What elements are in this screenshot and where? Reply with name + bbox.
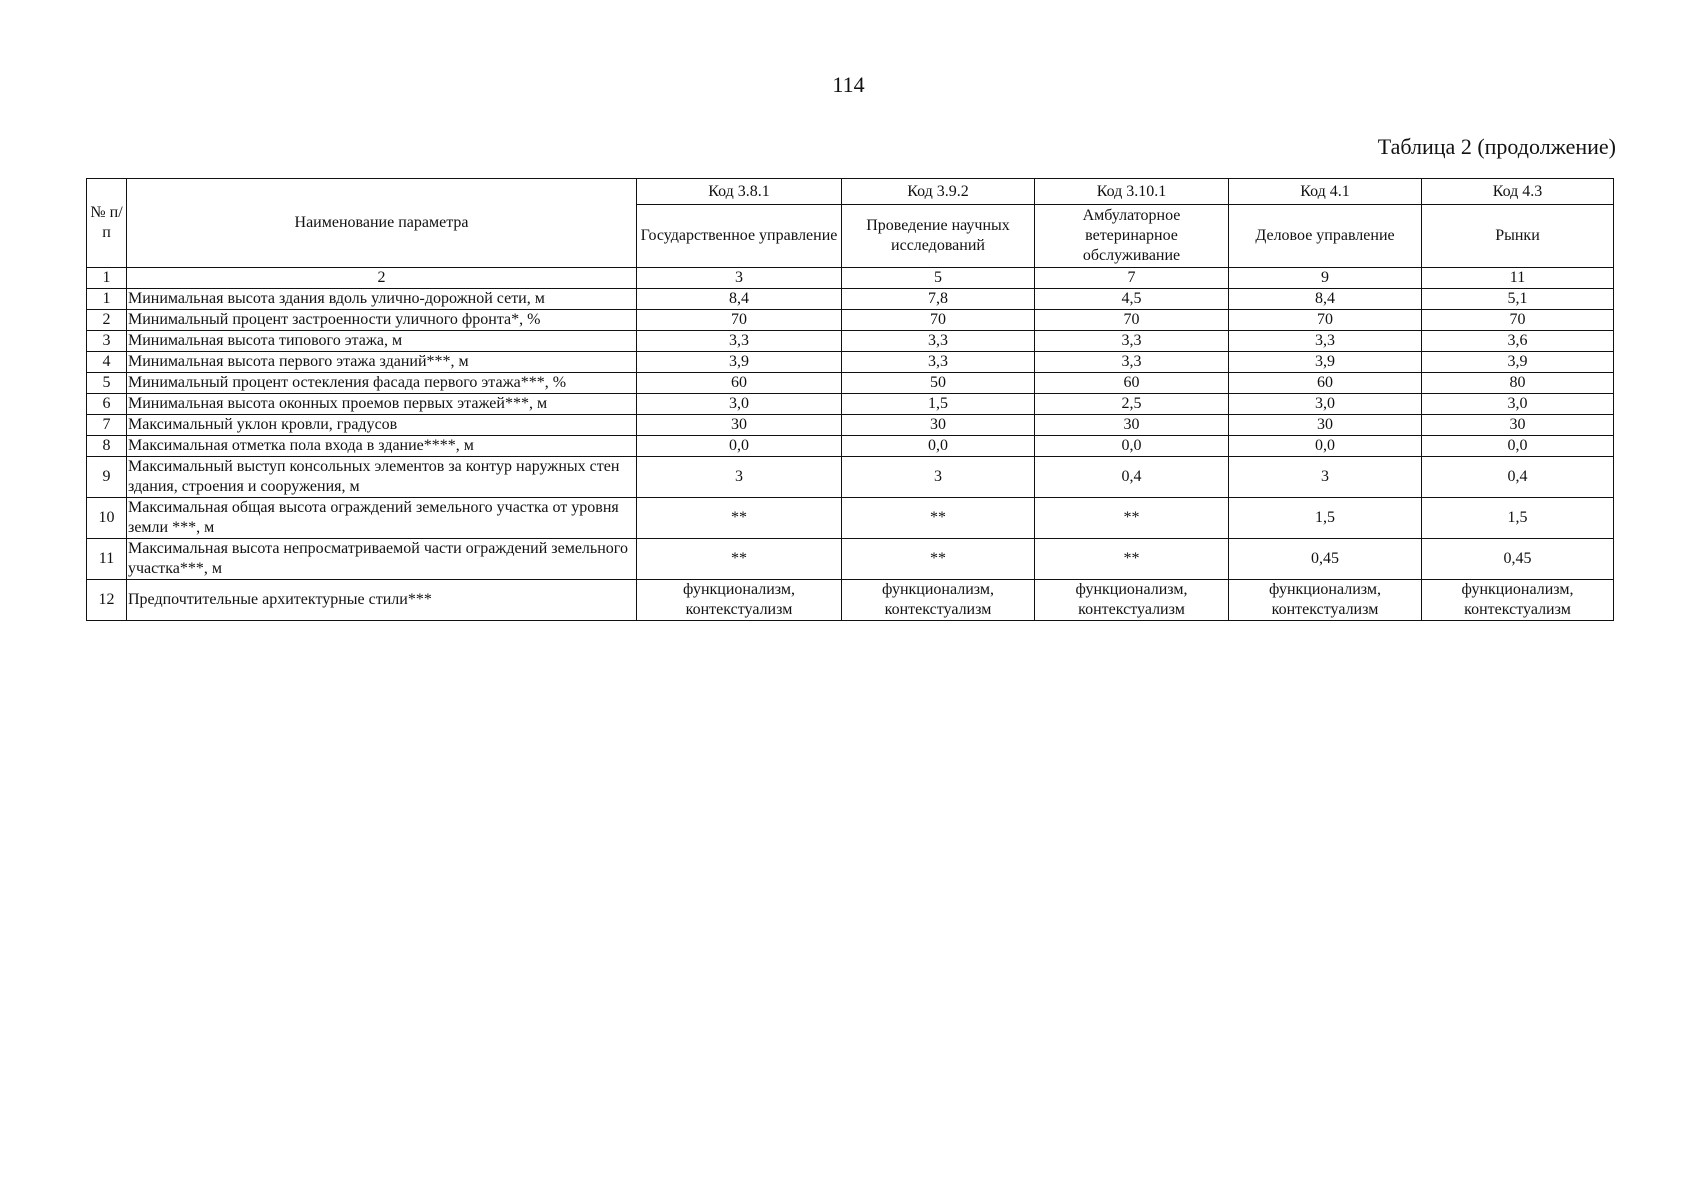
value-cell: 3 — [637, 457, 842, 498]
column-number-cell: 1 — [87, 268, 127, 289]
value-cell: 3,3 — [842, 352, 1035, 373]
value-cell: ** — [842, 498, 1035, 539]
value-cell: 3,3 — [1035, 352, 1229, 373]
header-title-cell: Рынки — [1422, 205, 1614, 268]
header-title-cell: Проведение научных исследований — [842, 205, 1035, 268]
value-cell: 50 — [842, 373, 1035, 394]
value-cell: 30 — [842, 415, 1035, 436]
value-cell: 8,4 — [1229, 289, 1422, 310]
row-number-cell: 6 — [87, 394, 127, 415]
row-number-cell: 7 — [87, 415, 127, 436]
value-cell: 3,0 — [1422, 394, 1614, 415]
value-cell: 0,4 — [1422, 457, 1614, 498]
value-cell: 30 — [1035, 415, 1229, 436]
page-number: 114 — [832, 72, 865, 97]
table-row — [87, 539, 1614, 580]
parameters-table — [86, 178, 1614, 621]
value-cell: 0,0 — [637, 436, 842, 457]
header-code-cell: Код 4.1 — [1229, 179, 1422, 205]
header-name-cell: Наименование параметра — [127, 179, 637, 268]
value-cell: 0,0 — [1035, 436, 1229, 457]
table-row — [87, 436, 1614, 457]
row-number-cell: 2 — [87, 310, 127, 331]
header-code-cell: Код 3.8.1 — [637, 179, 842, 205]
header-number-cell: № п/п — [87, 179, 127, 268]
value-cell: функционализм, контекстуализм — [1035, 580, 1229, 621]
header-title-cell: Государственное управление — [637, 205, 842, 268]
parameter-name-cell: Минимальный процент остекления фасада первого этажа***, % — [127, 373, 637, 394]
value-cell: 1,5 — [1422, 498, 1614, 539]
row-number-cell: 10 — [87, 498, 127, 539]
value-cell: функционализм, контекстуализм — [637, 580, 842, 621]
value-cell: 2,5 — [1035, 394, 1229, 415]
value-cell: 30 — [637, 415, 842, 436]
value-cell: 60 — [1035, 373, 1229, 394]
value-cell: 3,6 — [1422, 331, 1614, 352]
column-number-row — [87, 268, 1614, 289]
column-number-cell: 5 — [842, 268, 1035, 289]
value-cell: 4,5 — [1035, 289, 1229, 310]
row-number-cell: 1 — [87, 289, 127, 310]
table-row — [87, 289, 1614, 310]
value-cell: 3,9 — [1422, 352, 1614, 373]
value-cell: 7,8 — [842, 289, 1035, 310]
column-number-cell: 11 — [1422, 268, 1614, 289]
header-title-cell: Деловое управление — [1229, 205, 1422, 268]
value-cell: ** — [1035, 539, 1229, 580]
value-cell: 1,5 — [1229, 498, 1422, 539]
value-cell: 3,3 — [637, 331, 842, 352]
value-cell: 3,0 — [1229, 394, 1422, 415]
value-cell: 60 — [1229, 373, 1422, 394]
header-code-cell: Код 3.9.2 — [842, 179, 1035, 205]
parameter-name-cell: Максимальная общая высота ограждений земельного участка от уровня земли ***, м — [127, 498, 637, 539]
value-cell: 0,45 — [1229, 539, 1422, 580]
value-cell: 1,5 — [842, 394, 1035, 415]
value-cell: ** — [842, 539, 1035, 580]
value-cell: 5,1 — [1422, 289, 1614, 310]
column-number-cell: 7 — [1035, 268, 1229, 289]
value-cell: 30 — [1422, 415, 1614, 436]
parameter-name-cell: Максимальный уклон кровли, градусов — [127, 415, 637, 436]
value-cell: 3,0 — [637, 394, 842, 415]
value-cell: 70 — [842, 310, 1035, 331]
row-number-cell: 5 — [87, 373, 127, 394]
header-code-cell: Код 4.3 — [1422, 179, 1614, 205]
row-number-cell: 12 — [87, 580, 127, 621]
value-cell: 0,0 — [842, 436, 1035, 457]
column-number-cell: 9 — [1229, 268, 1422, 289]
table-row — [87, 498, 1614, 539]
parameter-name-cell: Минимальная высота оконных проемов первых этажей***, м — [127, 394, 637, 415]
row-number-cell: 8 — [87, 436, 127, 457]
parameter-name-cell: Максимальный выступ консольных элементов за контур наружных стен здания, строения и сооружения, м — [127, 457, 637, 498]
table-row — [87, 415, 1614, 436]
value-cell: 3,3 — [1229, 331, 1422, 352]
value-cell: 70 — [1035, 310, 1229, 331]
header-title-cell: Амбулаторное ветеринарное обслуживание — [1035, 205, 1229, 268]
value-cell: функционализм, контекстуализм — [1229, 580, 1422, 621]
value-cell: 3,3 — [1035, 331, 1229, 352]
parameter-name-cell: Максимальная высота непросматриваемой части ограждений земельного участка***, м — [127, 539, 637, 580]
row-number-cell: 11 — [87, 539, 127, 580]
parameter-name-cell: Максимальная отметка пола входа в здание****, м — [127, 436, 637, 457]
value-cell: 8,4 — [637, 289, 842, 310]
value-cell: функционализм, контекстуализм — [842, 580, 1035, 621]
table-row — [87, 331, 1614, 352]
value-cell: 3 — [1229, 457, 1422, 498]
value-cell: 80 — [1422, 373, 1614, 394]
value-cell: 3 — [842, 457, 1035, 498]
column-number-cell: 3 — [637, 268, 842, 289]
parameter-name-cell: Предпочтительные архитектурные стили*** — [127, 580, 637, 621]
value-cell: функционализм, контекстуализм — [1422, 580, 1614, 621]
table-row — [87, 373, 1614, 394]
parameter-name-cell: Минимальная высота первого этажа зданий***, м — [127, 352, 637, 373]
value-cell: 70 — [1229, 310, 1422, 331]
value-cell: 0,0 — [1229, 436, 1422, 457]
parameter-name-cell: Минимальный процент застроенности уличного фронта*, % — [127, 310, 637, 331]
value-cell: 60 — [637, 373, 842, 394]
value-cell: 30 — [1229, 415, 1422, 436]
value-cell: 0,45 — [1422, 539, 1614, 580]
parameter-name-cell: Минимальная высота здания вдоль улично-дорожной сети, м — [127, 289, 637, 310]
value-cell: 3,9 — [1229, 352, 1422, 373]
value-cell: ** — [637, 498, 842, 539]
table-row — [87, 352, 1614, 373]
table-caption: Таблица 2 (продолжение) — [1377, 134, 1616, 159]
value-cell: 3,9 — [637, 352, 842, 373]
value-cell: 0,4 — [1035, 457, 1229, 498]
value-cell: 3,3 — [842, 331, 1035, 352]
row-number-cell: 9 — [87, 457, 127, 498]
row-number-cell: 4 — [87, 352, 127, 373]
parameter-name-cell: Минимальная высота типового этажа, м — [127, 331, 637, 352]
value-cell: ** — [637, 539, 842, 580]
table-row — [87, 394, 1614, 415]
header-row-codes — [87, 179, 1614, 205]
value-cell: 70 — [637, 310, 842, 331]
value-cell: ** — [1035, 498, 1229, 539]
value-cell: 70 — [1422, 310, 1614, 331]
row-number-cell: 3 — [87, 331, 127, 352]
table-row — [87, 580, 1614, 621]
table-row — [87, 457, 1614, 498]
header-code-cell: Код 3.10.1 — [1035, 179, 1229, 205]
value-cell: 0,0 — [1422, 436, 1614, 457]
table-row — [87, 310, 1614, 331]
column-number-cell: 2 — [127, 268, 637, 289]
